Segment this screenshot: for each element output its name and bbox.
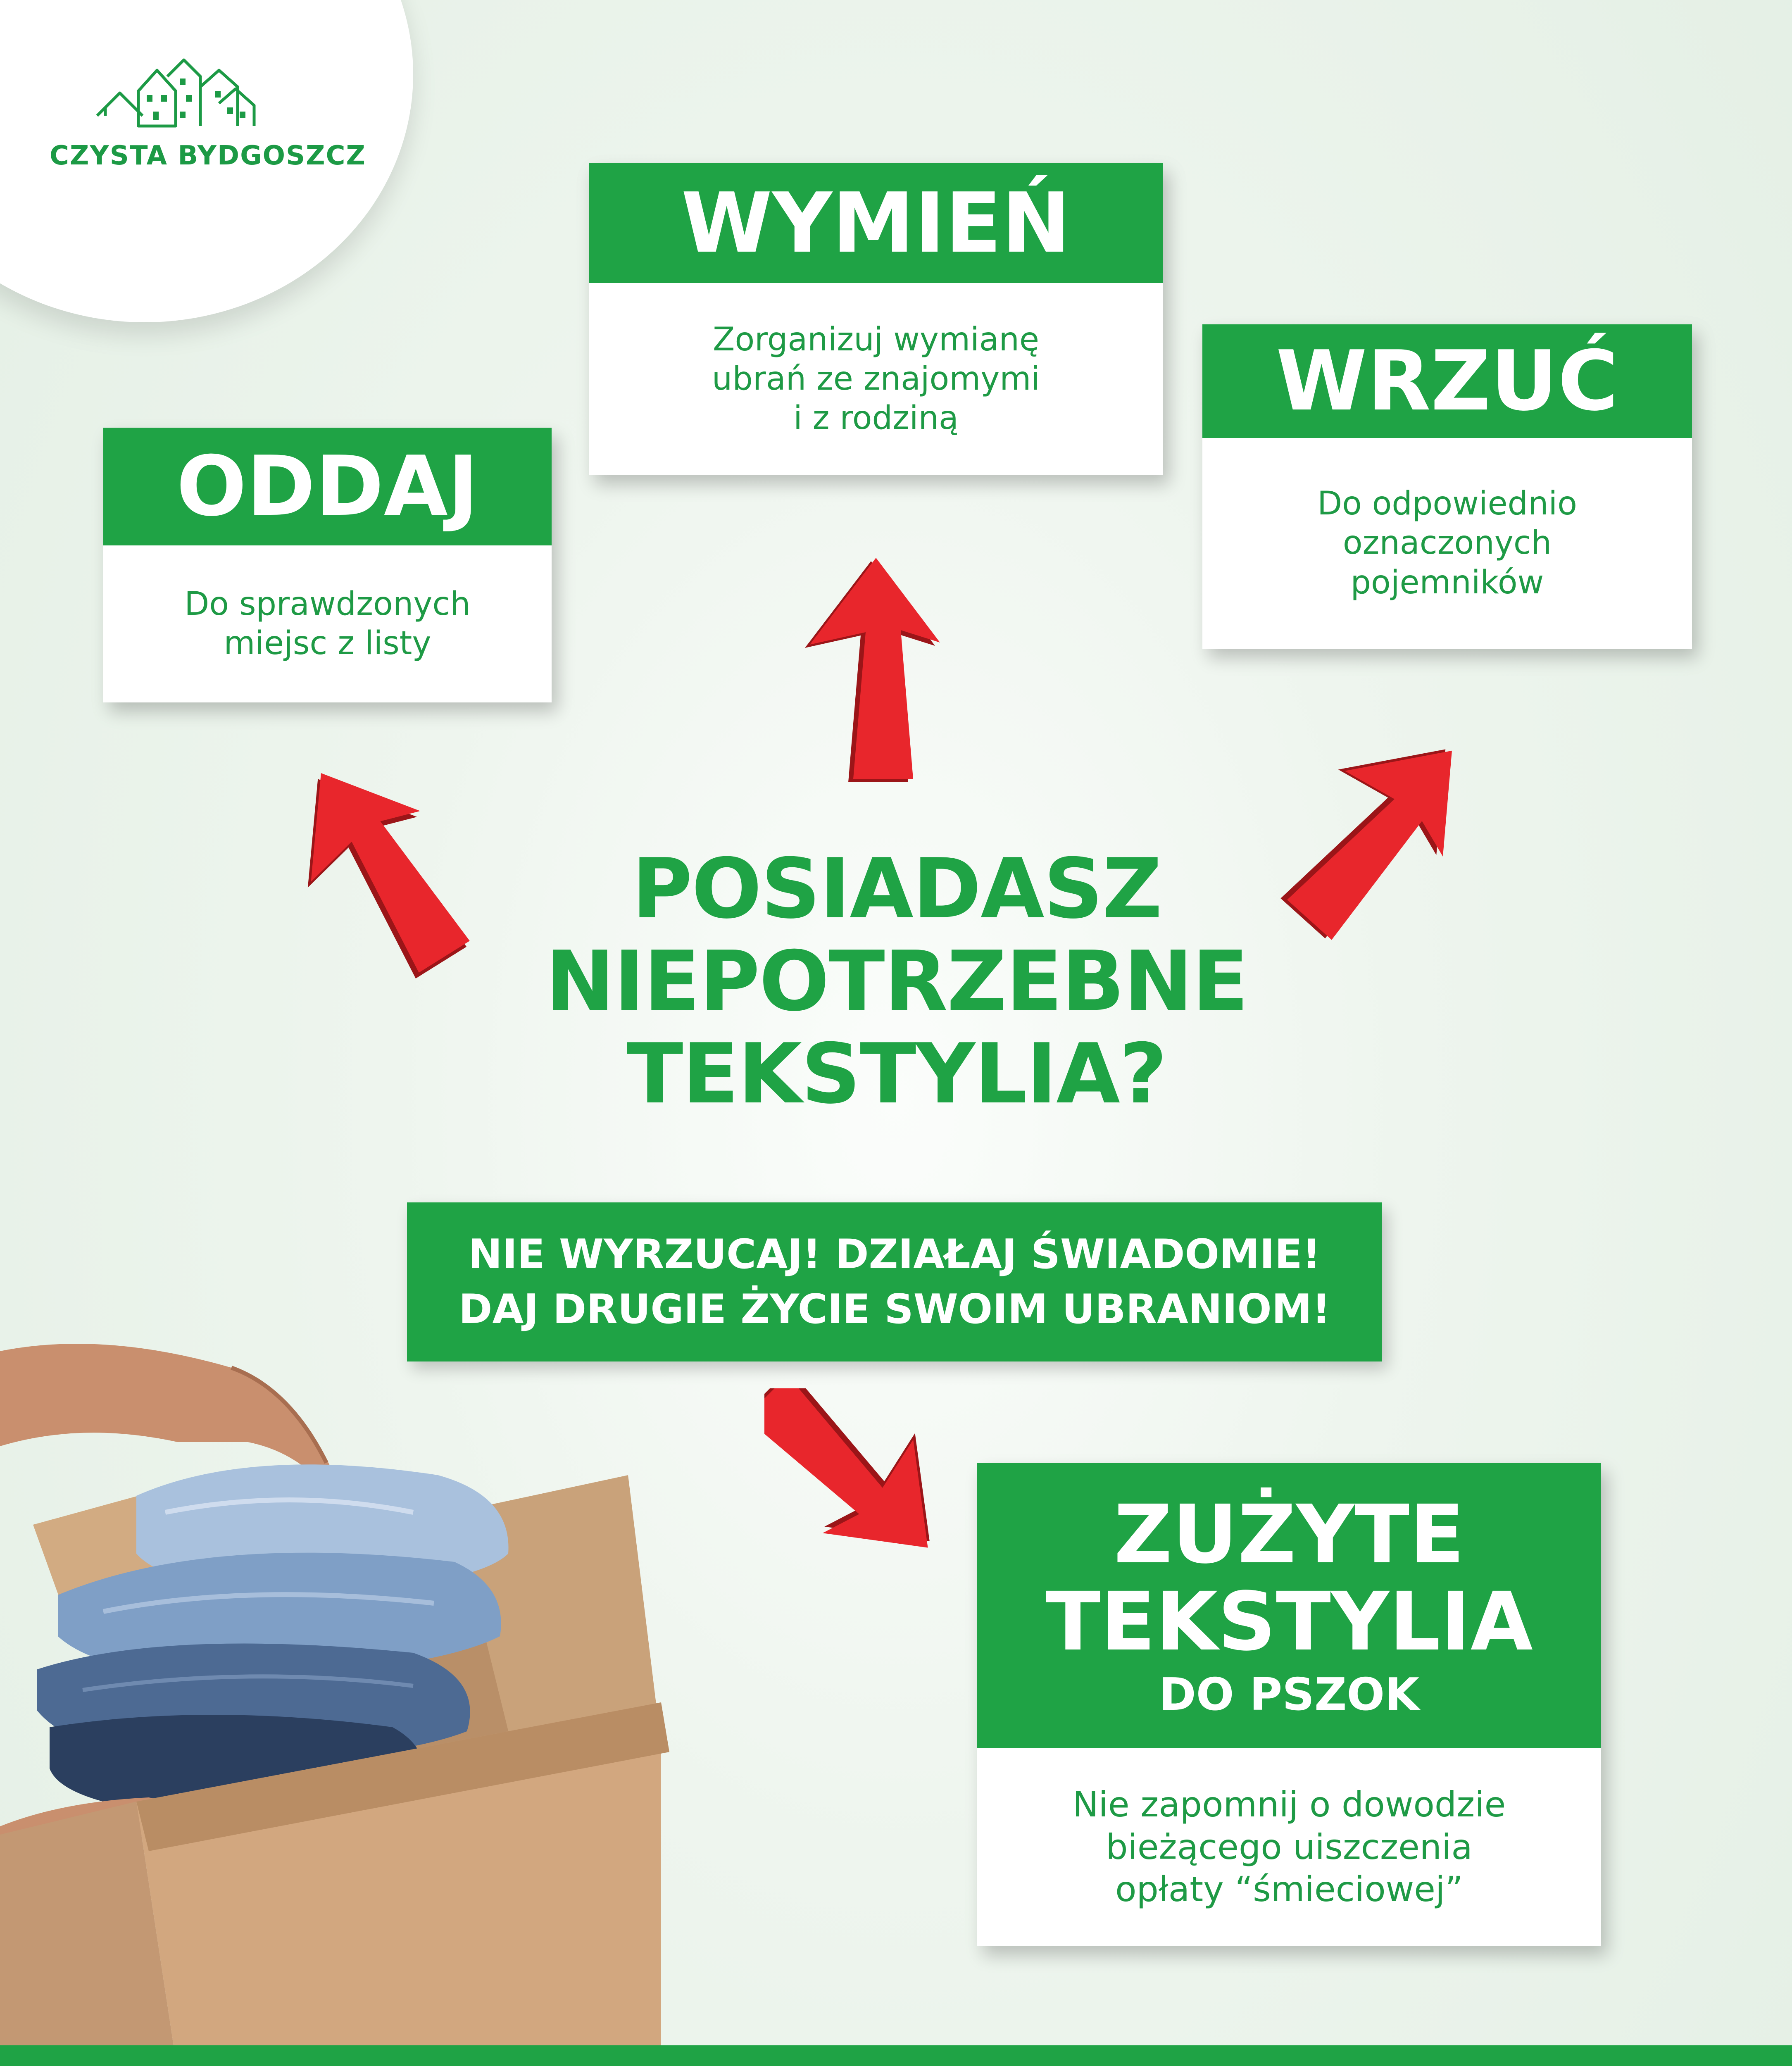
card-zuzyte-title: ZUŻYTE	[1114, 1488, 1465, 1582]
card-oddaj	[103, 428, 552, 702]
subheadline-box	[407, 1202, 1382, 1361]
headline-line: POSIADASZ	[632, 841, 1161, 937]
card-zuzyte-line: Nie zapomnij o dowodzie	[1072, 1784, 1506, 1825]
card-zuzyte-subtitle: DO PSZOK	[1159, 1669, 1419, 1721]
logo-text: CZYSTA BYDGOSZCZ	[50, 140, 366, 171]
headline-line: NIEPOTRZEBNE	[545, 933, 1248, 1030]
card-zuzyte-line: bieżącego uiszczenia	[1106, 1826, 1473, 1867]
headline-line: TEKSTYLIA?	[627, 1026, 1166, 1122]
card-wrzuc	[1202, 324, 1692, 649]
card-oddaj-body	[103, 545, 552, 702]
card-wymien-line: i z rodziną	[793, 400, 959, 437]
card-wrzuc-line: pojemników	[1350, 564, 1544, 601]
subheadline-line: DAJ DRUGIE ŻYCIE SWOIM UBRANIOM!	[459, 1285, 1330, 1333]
footer	[0, 2045, 1792, 2066]
card-oddaj-line: miejsc z listy	[224, 625, 431, 662]
clothes-box-illustration	[0, 1339, 723, 2045]
card-wrzuc-body	[1202, 438, 1692, 649]
arrow-icon	[764, 1388, 963, 1578]
card-zuzyte-header	[977, 1463, 1601, 1748]
card-wymien	[589, 163, 1163, 475]
card-zuzyte-title: TEKSTYLIA	[1045, 1574, 1533, 1669]
card-wymien-line: ubrań ze znajomymi	[712, 360, 1040, 397]
card-wymien-title: WYMIEŃ	[589, 163, 1163, 283]
card-wymien-body	[589, 283, 1163, 475]
card-zuzyte-body	[977, 1748, 1601, 1946]
card-wrzuc-line: oznaczonych	[1342, 524, 1552, 562]
card-zuzyte	[977, 1463, 1601, 1946]
card-wymien-line: Zorganizuj wymianę	[713, 321, 1039, 358]
arrow-icon	[800, 554, 944, 785]
houses-logo-icon	[95, 54, 260, 136]
card-zuzyte-line: opłaty “śmieciowej”	[1115, 1869, 1463, 1910]
card-oddaj-title: ODDAJ	[103, 428, 552, 545]
card-wrzuc-title: WRZUĆ	[1202, 324, 1692, 438]
card-wrzuc-line: Do odpowiednio	[1317, 485, 1577, 523]
subheadline-line: NIE WYRZUCAJ! DZIAŁAJ ŚWIADOMIE!	[468, 1231, 1321, 1278]
headline	[372, 843, 1421, 1121]
card-oddaj-line: Do sprawdzonych	[184, 585, 471, 623]
